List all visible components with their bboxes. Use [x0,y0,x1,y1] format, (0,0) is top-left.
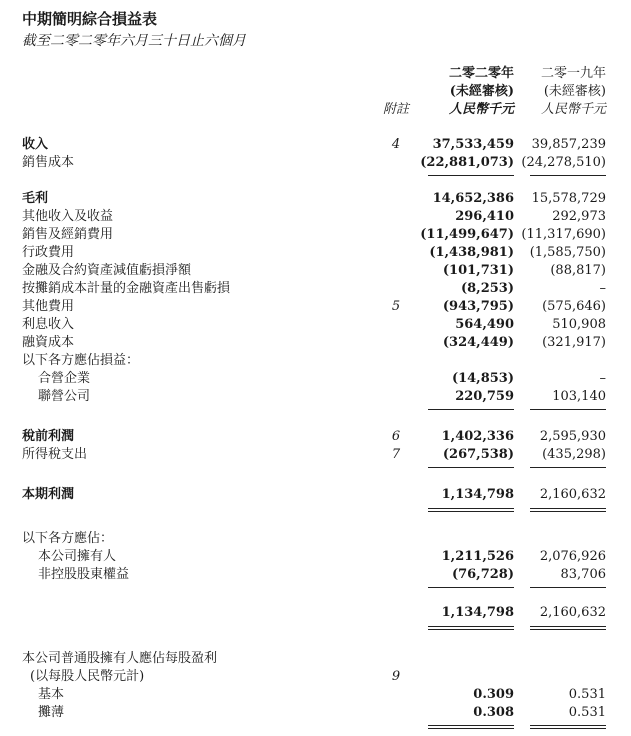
row-label: 收入 [22,137,49,152]
row-label: 攤薄 [38,705,65,720]
row-profit-before-tax [0,428,631,446]
value-2020: (14,853) [451,371,514,386]
value-2019: – [599,281,606,296]
subtotal-rule [428,175,514,176]
value-2020: 0.308 [473,705,514,720]
value-2019: (1,585,750) [529,245,606,260]
value-2019: 292,973 [552,209,606,224]
row-label: 稅前利潤 [22,429,75,444]
row-label: 其他費用 [22,299,75,314]
value-2019: 2,160,632 [539,605,606,620]
total-rule [530,725,606,726]
value-2020: (22,881,073) [420,155,514,170]
total-rule [428,508,514,509]
value-2019: 2,076,926 [539,549,606,564]
value-2019: (24,278,510) [521,155,606,170]
total-rule [530,728,606,729]
total-rule [530,511,606,512]
value-2019: (88,817) [550,263,606,278]
value-2020: 0.309 [473,687,514,702]
value-2020: (943,795) [442,299,514,314]
row-label: 毛利 [22,191,49,206]
total-rule [530,629,606,630]
row-associates [0,388,631,406]
value-2020: 296,410 [455,209,514,224]
value-2020: (324,449) [442,335,514,350]
value-2019: 83,706 [560,567,606,582]
subtotal-rule [428,587,514,588]
row-eps-basic [0,686,631,704]
value-2020: (11,499,647) [420,227,514,242]
subtotal-rule [530,175,606,176]
row-label: 本期利潤 [22,487,75,502]
row-joint-ventures [0,370,631,388]
subtotal-rule [530,467,606,468]
value-2020: 14,652,386 [432,191,514,206]
row-label: 按攤銷成本計量的金融資產出售虧損 [22,281,231,296]
row-eps-diluted [0,704,631,722]
value-2020: 564,490 [455,317,514,332]
row-cost-of-sales [0,154,631,172]
value-2020: 1,211,526 [441,549,514,564]
row-label: 聯營公司 [38,389,91,404]
value-2019: 103,140 [552,389,606,404]
row-owners-of-parent [0,548,631,566]
subtotal-rule [530,409,606,410]
row-label: 以下各方應佔： [22,531,114,546]
row-note: 6 [391,429,401,444]
row-note: 5 [391,299,401,314]
note-column-header: 附註 [382,102,409,117]
total-rule [428,626,514,627]
row-note: 9 [391,669,401,684]
row-other-expenses [0,298,631,316]
row-label: 本公司普通股擁有人應佔每股盈利 [22,651,218,666]
row-eps-heading [0,650,631,668]
total-rule [428,629,514,630]
row-label: 銷售及經銷費用 [22,227,114,242]
row-derecognition-loss [0,280,631,298]
row-label: 合營企業 [38,371,91,386]
subtotal-rule [530,587,606,588]
total-rule [428,511,514,512]
row-eps-unit [0,668,631,686]
row-attributable-total [0,604,631,622]
value-2020: (101,731) [442,263,514,278]
row-label: 融資成本 [22,335,75,350]
value-2020: 1,402,336 [441,429,514,444]
value-2020: 1,134,798 [441,605,514,620]
col2-status: (未經審核) [543,84,606,99]
subtotal-rule [428,409,514,410]
row-income-tax [0,446,631,464]
value-2019: 15,578,729 [531,191,606,206]
col2-year: 二零一九年 [540,66,606,81]
row-non-controlling [0,566,631,584]
value-2020: (267,538) [442,447,514,462]
row-label: 其他收入及收益 [22,209,114,224]
value-2020: (8,253) [460,281,514,296]
row-label: 本公司擁有人 [38,549,117,564]
row-revenue [0,136,631,154]
row-label: 以下各方應佔損益： [22,353,140,368]
value-2020: (1,438,981) [429,245,514,260]
value-2019: 2,595,930 [539,429,606,444]
col2-unit: 人民幣千元 [540,102,606,117]
statement-subtitle: 截至二零二零年六月三十日止六個月 [22,33,246,49]
row-label: 基本 [38,687,65,702]
row-impairment-losses [0,262,631,280]
row-note: 4 [391,137,401,152]
row-label: 行政費用 [22,245,75,260]
row-selling-expenses [0,226,631,244]
row-label: 銷售成本 [22,155,75,170]
value-2019: 39,857,239 [531,137,606,152]
row-label: 利息收入 [22,317,75,332]
value-2020: 1,134,798 [441,487,514,502]
row-label: (以每股人民幣元計) [30,669,145,684]
row-finance-costs [0,334,631,352]
value-2020: 37,533,459 [432,137,514,152]
value-2019: (575,646) [542,299,606,314]
value-2019: 0.531 [568,687,606,702]
value-2019: – [599,371,606,386]
total-rule [428,728,514,729]
row-share-of-results-heading [0,352,631,370]
row-gross-profit [0,190,631,208]
row-admin-expenses [0,244,631,262]
col1-unit: 人民幣千元 [448,102,514,117]
value-2019: (11,317,690) [521,227,606,242]
statement-title: 中期簡明綜合損益表 [22,10,158,28]
row-other-income [0,208,631,226]
row-label: 非控股股東權益 [38,567,130,582]
value-2019: 2,160,632 [539,487,606,502]
row-label: 所得稅支出 [22,447,88,462]
value-2019: (435,298) [542,447,606,462]
col1-year: 二零二零年 [448,66,514,81]
col1-status: (未經審核) [449,84,514,99]
value-2019: (321,917) [542,335,606,350]
subtotal-rule [428,467,514,468]
total-rule [428,725,514,726]
row-attributable-heading [0,530,631,548]
row-profit-for-period [0,486,631,504]
row-label: 金融及合約資產減值虧損淨額 [22,263,192,278]
total-rule [530,626,606,627]
value-2019: 0.531 [568,705,606,720]
value-2020: 220,759 [455,389,514,404]
value-2019: 510,908 [552,317,606,332]
value-2020: (76,728) [451,567,514,582]
row-interest-income [0,316,631,334]
total-rule [530,508,606,509]
row-note: 7 [391,447,401,462]
